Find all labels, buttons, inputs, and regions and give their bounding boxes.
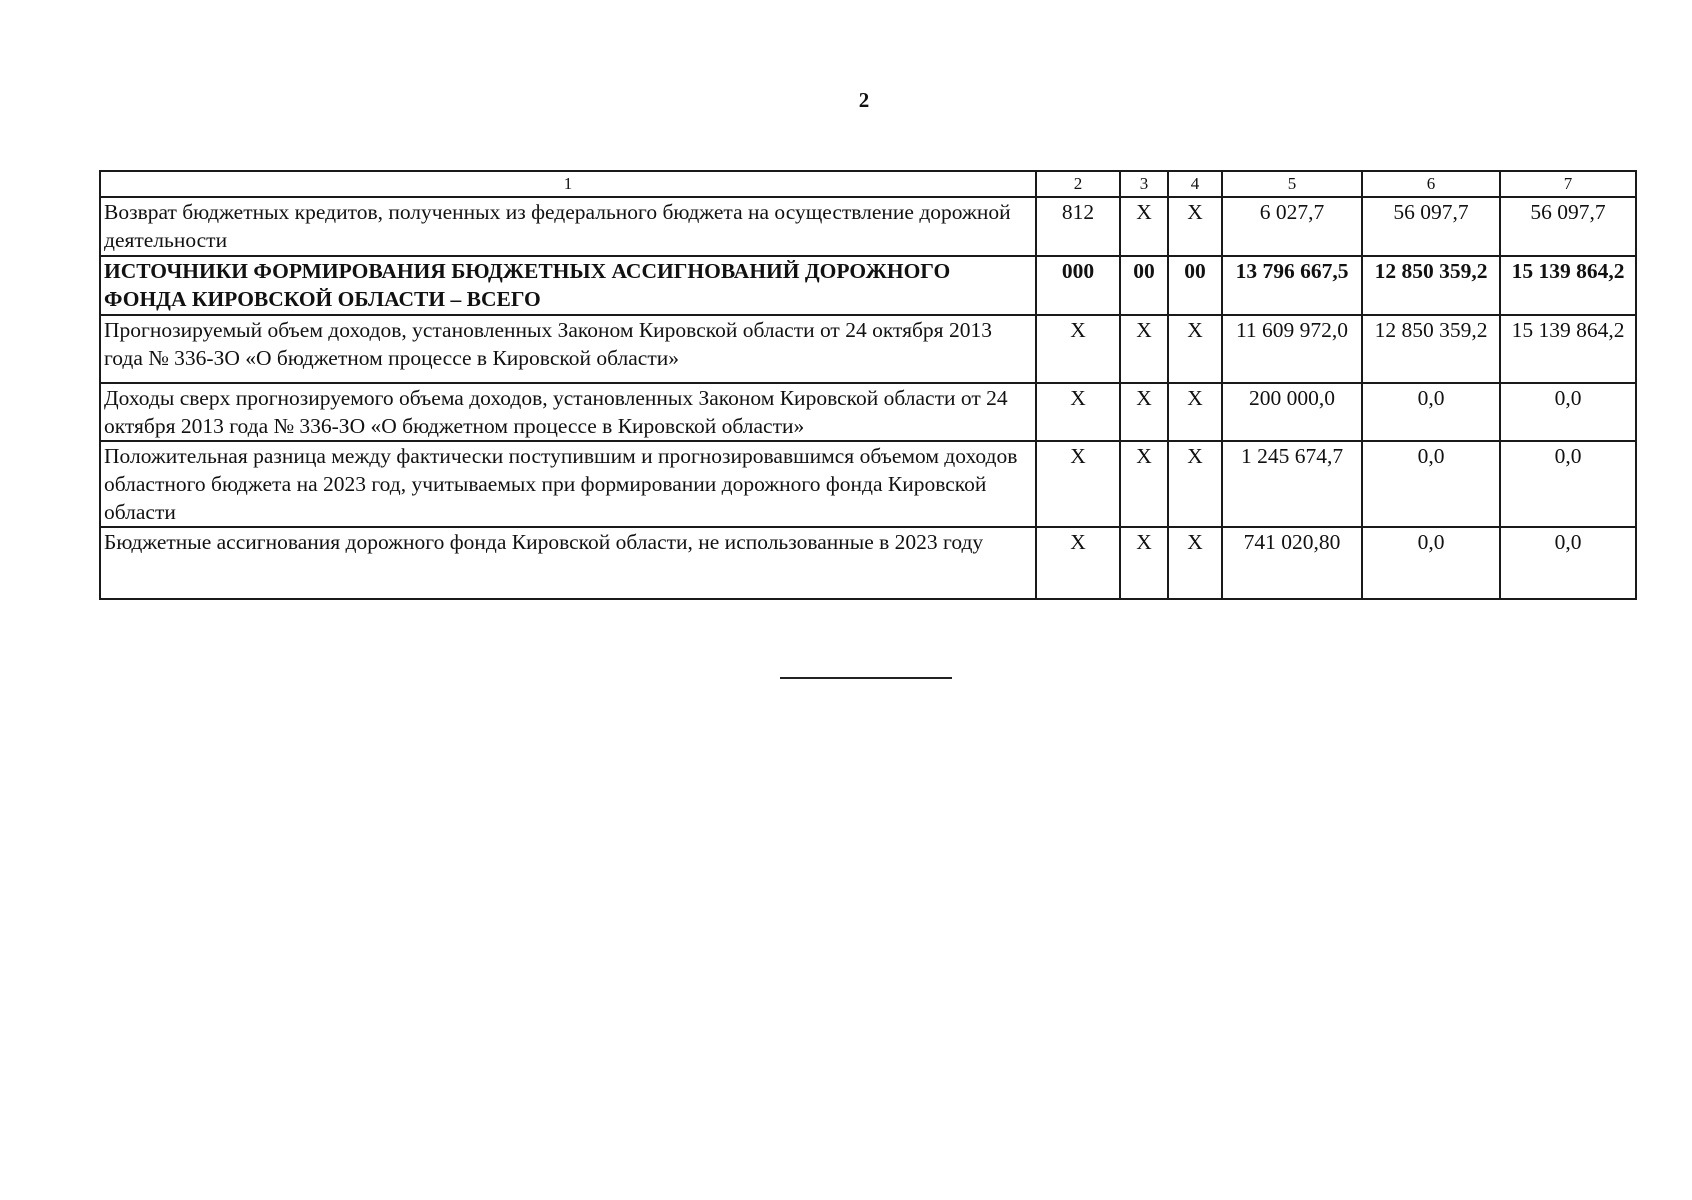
- cell-col-3: Х: [1120, 315, 1168, 383]
- table-row: [100, 315, 1636, 383]
- cell-col-3: 00: [1120, 256, 1168, 315]
- table-row: [100, 383, 1636, 441]
- cell-col-7: 0,0: [1500, 383, 1636, 441]
- table-row-total: [100, 256, 1636, 315]
- column-header-4: 4: [1168, 171, 1222, 197]
- table-row: [100, 527, 1636, 599]
- cell-col-2: Х: [1036, 527, 1120, 599]
- cell-col-2: 000: [1036, 256, 1120, 315]
- column-header-2: 2: [1036, 171, 1120, 197]
- cell-col-4: Х: [1168, 527, 1222, 599]
- cell-col-4: Х: [1168, 383, 1222, 441]
- end-of-document-rule: [780, 677, 952, 679]
- row-description: ИСТОЧНИКИ ФОРМИРОВАНИЯ БЮДЖЕТНЫХ АССИГНОВАНИЙ ДОРОЖНОГО ФОНДА КИРОВСКОЙ ОБЛАСТИ – ВСЕГО: [100, 256, 1036, 315]
- cell-col-7: 0,0: [1500, 441, 1636, 527]
- cell-col-5: 1 245 674,7: [1222, 441, 1362, 527]
- column-header-1: 1: [100, 171, 1036, 197]
- table-row: [100, 197, 1636, 256]
- cell-col-6: 0,0: [1362, 527, 1500, 599]
- cell-col-2: 812: [1036, 197, 1120, 256]
- row-description: Положительная разница между фактически поступившим и прогнозировавшимся объемом доходов областного бюджета на 2023 год, учитываемых при формировании дорожного фонда Кировской области: [100, 441, 1036, 527]
- row-description: Бюджетные ассигнования дорожного фонда Кировской области, не использованные в 2023 году: [100, 527, 1036, 599]
- cell-col-5: 13 796 667,5: [1222, 256, 1362, 315]
- cell-col-6: 12 850 359,2: [1362, 315, 1500, 383]
- row-description: Прогнозируемый объем доходов, установленных Законом Кировской области от 24 октября 2013 года № 336-ЗО «О бюджетном процессе в Кировской области»: [100, 315, 1036, 383]
- column-header-3: 3: [1120, 171, 1168, 197]
- cell-col-5: 11 609 972,0: [1222, 315, 1362, 383]
- cell-col-4: Х: [1168, 315, 1222, 383]
- cell-col-4: Х: [1168, 441, 1222, 527]
- cell-col-7: 56 097,7: [1500, 197, 1636, 256]
- row-description: Возврат бюджетных кредитов, полученных из федерального бюджета на осуществление дорожной деятельности: [100, 197, 1036, 256]
- cell-col-3: Х: [1120, 197, 1168, 256]
- cell-col-7: 15 139 864,2: [1500, 256, 1636, 315]
- column-header-7: 7: [1500, 171, 1636, 197]
- cell-col-7: 15 139 864,2: [1500, 315, 1636, 383]
- column-header-5: 5: [1222, 171, 1362, 197]
- cell-col-3: Х: [1120, 383, 1168, 441]
- cell-col-7: 0,0: [1500, 527, 1636, 599]
- cell-col-4: 00: [1168, 256, 1222, 315]
- column-header-6: 6: [1362, 171, 1500, 197]
- cell-col-5: 741 020,80: [1222, 527, 1362, 599]
- cell-col-6: 12 850 359,2: [1362, 256, 1500, 315]
- table-row: [100, 441, 1636, 527]
- cell-col-2: Х: [1036, 383, 1120, 441]
- cell-col-5: 6 027,7: [1222, 197, 1362, 256]
- cell-col-3: Х: [1120, 527, 1168, 599]
- cell-col-2: Х: [1036, 315, 1120, 383]
- page-number: 2: [858, 88, 870, 112]
- cell-col-5: 200 000,0: [1222, 383, 1362, 441]
- cell-col-2: Х: [1036, 441, 1120, 527]
- dorozhny-fond-table: [99, 170, 1637, 600]
- row-description: Доходы сверх прогнозируемого объема доходов, установленных Законом Кировской области от 24 октября 2013 года № 336-ЗО «О бюджетном процессе в Кировской области»: [100, 383, 1036, 441]
- cell-col-6: 0,0: [1362, 441, 1500, 527]
- cell-col-4: Х: [1168, 197, 1222, 256]
- cell-col-3: Х: [1120, 441, 1168, 527]
- cell-col-6: 0,0: [1362, 383, 1500, 441]
- column-number-header-row: [100, 171, 1636, 197]
- cell-col-6: 56 097,7: [1362, 197, 1500, 256]
